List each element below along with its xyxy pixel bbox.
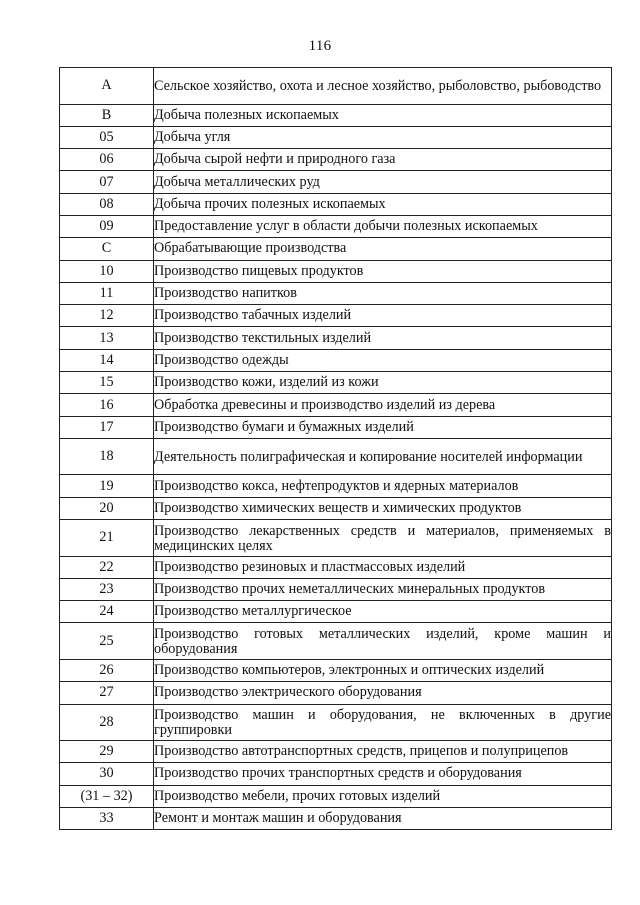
row-description: Производство напитков [154,282,612,304]
table-row [60,682,612,704]
row-code: 11 [60,282,154,304]
row-code: 07 [60,171,154,193]
row-description: Производство машин и оборудования, не включенных в другие группировки [154,704,612,741]
row-code: 28 [60,704,154,741]
table-row [60,785,612,807]
table-row [60,238,612,260]
table-row [60,763,612,785]
row-description: Производство металлургическое [154,601,612,623]
table-row [60,623,612,660]
table-row [60,520,612,557]
table-row [60,438,612,475]
row-description: Производство готовых металлических изделий, кроме машин и оборудования [154,623,612,660]
table-row [60,260,612,282]
table-row [60,556,612,578]
row-description: Добыча сырой нефти и природного газа [154,149,612,171]
table-row [60,282,612,304]
row-description: Производство пищевых продуктов [154,260,612,282]
table-row [60,68,612,105]
row-code: B [60,104,154,126]
table-row [60,807,612,829]
row-description: Добыча полезных ископаемых [154,104,612,126]
row-code: 14 [60,349,154,371]
table-row [60,416,612,438]
row-code: 15 [60,372,154,394]
table-row [60,349,612,371]
row-code: 24 [60,601,154,623]
table-row [60,741,612,763]
table-row [60,126,612,148]
row-code: 19 [60,475,154,497]
row-code: 30 [60,763,154,785]
row-code: 05 [60,126,154,148]
row-description: Производство резиновых и пластмассовых изделий [154,556,612,578]
table-row [60,305,612,327]
row-description: Производство прочих неметаллических минеральных продуктов [154,578,612,600]
row-description: Сельское хозяйство, охота и лесное хозяйство, рыболовство, рыбоводство [154,68,612,105]
row-description: Производство прочих транспортных средств и оборудования [154,763,612,785]
row-description: Производство лекарственных средств и материалов, применяемых в медицинских целях [154,520,612,557]
table-row [60,475,612,497]
row-code: 23 [60,578,154,600]
row-description: Производство кожи, изделий из кожи [154,372,612,394]
table-row [60,171,612,193]
row-description: Производство электрического оборудования [154,682,612,704]
row-description: Производство мебели, прочих готовых изделий [154,785,612,807]
row-code: 29 [60,741,154,763]
row-code: 12 [60,305,154,327]
row-code: 17 [60,416,154,438]
row-code: 26 [60,659,154,681]
row-description: Производство текстильных изделий [154,327,612,349]
row-code: 08 [60,193,154,215]
table-row [60,659,612,681]
row-code: 33 [60,807,154,829]
table-row [60,104,612,126]
row-description: Предоставление услуг в области добычи полезных ископаемых [154,215,612,237]
row-description: Добыча угля [154,126,612,148]
row-code: 13 [60,327,154,349]
row-code: 20 [60,497,154,519]
row-code: 27 [60,682,154,704]
row-code: 09 [60,215,154,237]
row-description: Деятельность полиграфическая и копирование носителей информации [154,438,612,475]
activity-codes-table [59,67,612,830]
row-code: 22 [60,556,154,578]
row-code: 10 [60,260,154,282]
row-description: Обрабатывающие производства [154,238,612,260]
row-description: Производство автотранспортных средств, прицепов и полуприцепов [154,741,612,763]
row-description: Производство одежды [154,349,612,371]
row-description: Производство табачных изделий [154,305,612,327]
row-description: Обработка древесины и производство изделий из дерева [154,394,612,416]
row-code: A [60,68,154,105]
table-row [60,193,612,215]
row-description: Ремонт и монтаж машин и оборудования [154,807,612,829]
table-row [60,704,612,741]
row-code: 21 [60,520,154,557]
row-description: Производство химических веществ и химических продуктов [154,497,612,519]
row-description: Производство компьютеров, электронных и оптических изделий [154,659,612,681]
table-row [60,394,612,416]
row-code: 06 [60,149,154,171]
row-description: Производство бумаги и бумажных изделий [154,416,612,438]
table-row [60,497,612,519]
page-number: 116 [308,38,332,54]
row-description: Добыча металлических руд [154,171,612,193]
row-code: (31 – 32) [60,785,154,807]
table-row [60,149,612,171]
table-row [60,372,612,394]
row-description: Добыча прочих полезных ископаемых [154,193,612,215]
row-code: 16 [60,394,154,416]
row-description: Производство кокса, нефтепродуктов и ядерных материалов [154,475,612,497]
row-code: C [60,238,154,260]
row-code: 18 [60,438,154,475]
row-code: 25 [60,623,154,660]
table-row [60,601,612,623]
table-row [60,578,612,600]
table-row [60,327,612,349]
table-row [60,215,612,237]
